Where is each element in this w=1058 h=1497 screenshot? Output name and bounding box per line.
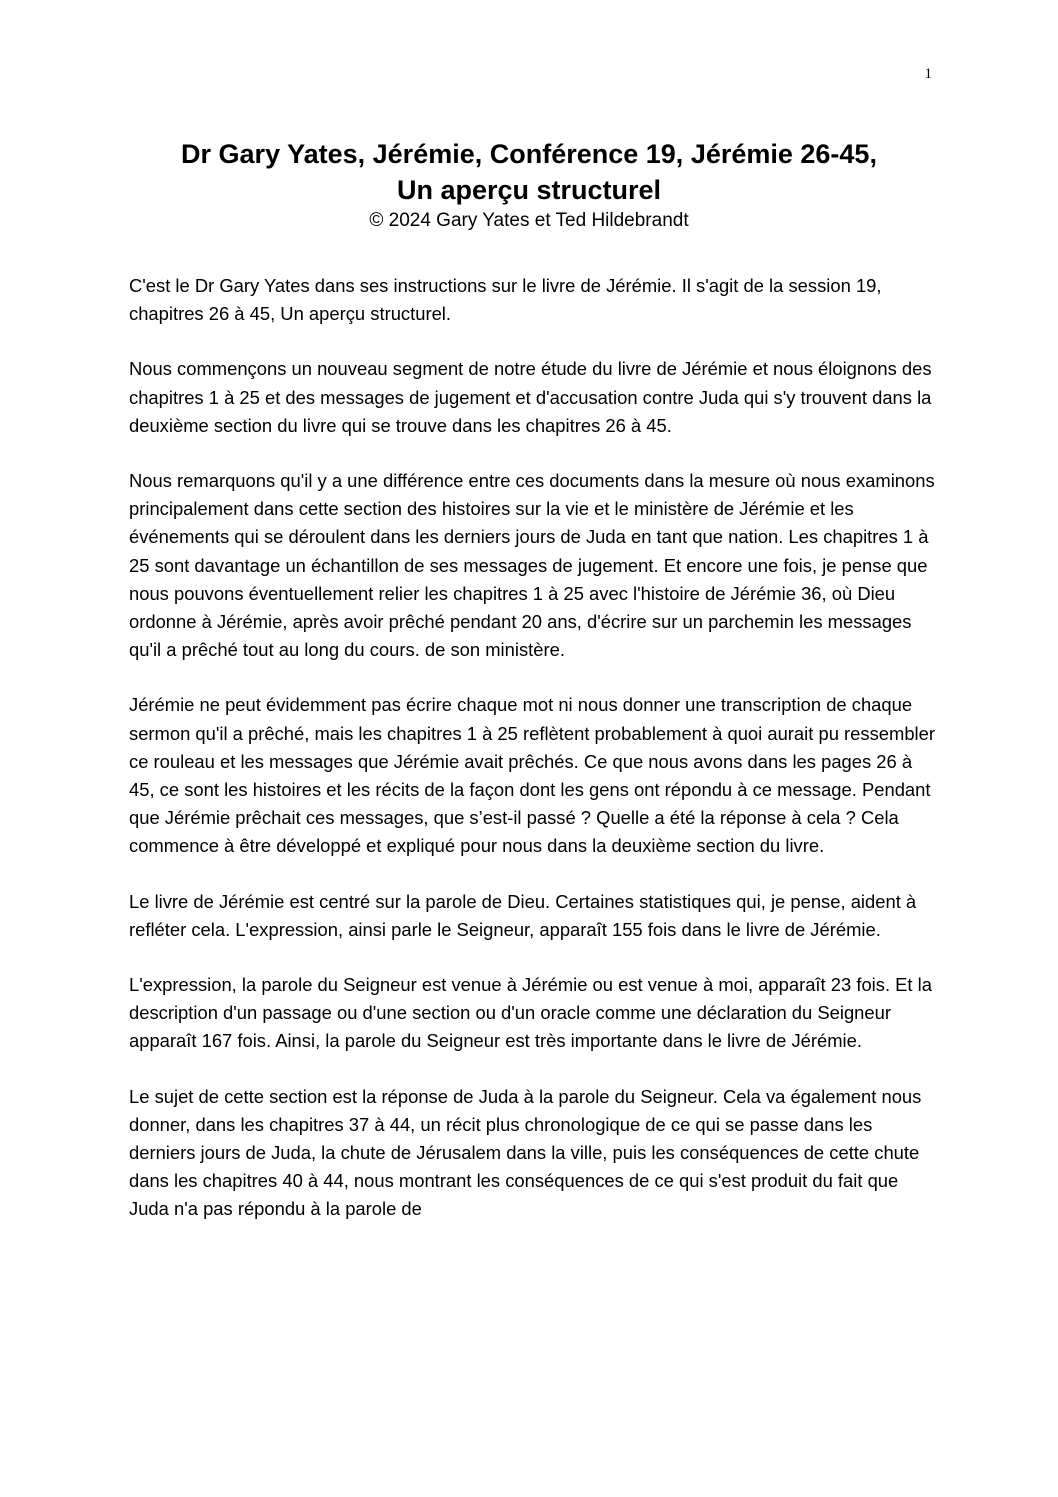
- paragraph: Jérémie ne peut évidemment pas écrire chaque mot ni nous donner une transcription de chaque sermon qu'il a prêché, mais les chapitres 1 à 25 reflètent probablement à quoi aurait pu ressembler ce rouleau et les messages que Jérémie avait prêchés. Ce que nous avons dans les pages 26 à 45, ce sont les histoires et les récits de la façon dont les gens ont répondu à ce message. Pendant que Jérémie prêchait ces messages, que s’est-il passé ? Quelle a été la réponse à cela ? Cela commence à être développé et expliqué pour nous dans la deuxième section du livre.: [129, 694, 935, 857]
- document-header: [100, 136, 958, 234]
- paragraph: L'expression, la parole du Seigneur est venue à Jérémie ou est venue à moi, apparaît 23 fois. Et la description d'un passage ou d'une section ou d'un oracle comme une déclaration du Seigneur apparaît 167 fois. Ainsi, la parole du Seigneur est très importante dans le livre de Jérémie.: [129, 974, 932, 1052]
- paragraph: Nous remarquons qu'il y a une différence entre ces documents dans la mesure où nous examinons principalement dans cette section des histoires sur la vie et le ministère de Jérémie et les événements qui se déroulent dans les derniers jours de Juda en tant que nation. Les chapitres 1 à 25 sont davantage un échantillon de ses messages de jugement. Et encore une fois, je pense que nous pouvons éventuellement relier les chapitres 1 à 25 avec l'histoire de Jérémie 36, où Dieu ordonne à Jérémie, après avoir prêché pendant 20 ans, d'écrire sur un parchemin les messages qu'il a prêché tout au long du cours. de son ministère.: [129, 470, 935, 661]
- document-body: [129, 272, 939, 1251]
- paragraph: Le sujet de cette section est la réponse de Juda à la parole du Seigneur. Cela va également nous donner, dans les chapitres 37 à 44, un récit plus chronologique de ce qui se passe dans les derniers jours de Juda, la chute de Jérusalem dans la ville, puis les conséquences de cette chute dans les chapitres 40 à 44, nous montrant les conséquences de ce qui s'est produit du fait que Juda n'a pas répondu à la parole de: [129, 1085, 922, 1220]
- paragraph: Nous commençons un nouveau segment de notre étude du livre de Jérémie et nous éloignons des chapitres 1 à 25 et des messages de jugement et d'accusation contre Juda qui s'y trouvent dans la deuxième section du livre qui se trouve dans les chapitres 26 à 45.: [129, 358, 932, 436]
- document-title-line-1: Dr Gary Yates, Jérémie, Conférence 19, Jérémie 26-45,: [181, 139, 877, 169]
- document-title-line-2: Un aperçu structurel: [396, 175, 662, 205]
- copyright-notice: © 2024 Gary Yates et Ted Hildebrandt: [369, 210, 689, 231]
- paragraph: Le livre de Jérémie est centré sur la parole de Dieu. Certaines statistiques qui, je pense, aident à refléter cela. L'expression, ainsi parle le Seigneur, apparaît 155 fois dans le livre de Jérémie.: [129, 890, 917, 940]
- page-number: 1: [924, 66, 932, 82]
- paragraph: C'est le Dr Gary Yates dans ses instructions sur le livre de Jérémie. Il s'agit de la session 19, chapitres 26 à 45, Un aperçu structurel.: [129, 275, 882, 325]
